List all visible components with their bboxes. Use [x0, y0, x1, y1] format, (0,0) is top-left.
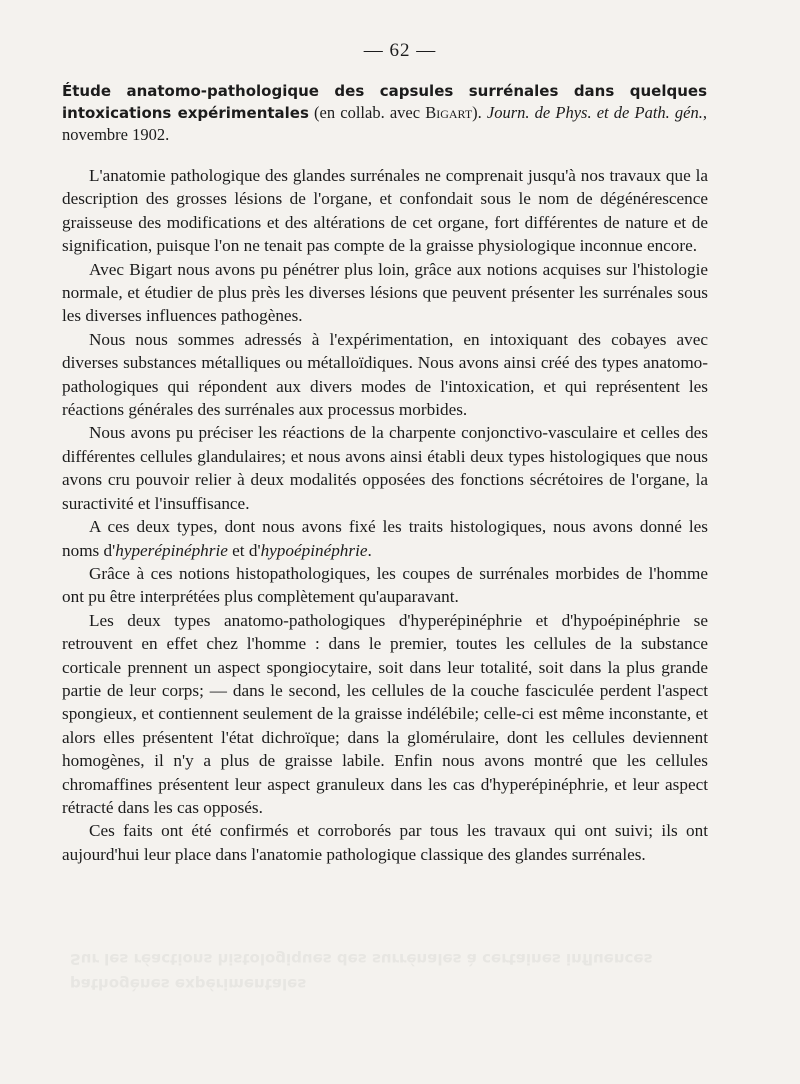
paragraph: Grâce à ces notions histopathologiques, les coupes de surrénales morbides de l'homme ont pu être interprétées plus complètement qu'auparavant.	[62, 563, 708, 607]
term-hyperepinephrie: hyperépinéphrie	[115, 540, 228, 560]
show-through-bleed: Sur les réactions histologiques des surrénales à certaines influences	[70, 950, 653, 968]
types-text-after: .	[367, 540, 372, 560]
publication-date: , novembre 1902.	[62, 103, 707, 144]
term-hypoepinephrie: hypoépinéphrie	[260, 540, 368, 560]
journal-name: Journ. de Phys. et de Path. gén.	[486, 103, 703, 122]
publication-heading	[62, 80, 707, 145]
paragraph-types	[62, 515, 708, 562]
paragraph: Ces faits ont été confirmés et corroborés par tous les travaux qui ont suivi; ils ont aujourd'hui leur place dans l'anatomie pathologique classique des glandes surrénales.	[62, 821, 708, 864]
article-body	[62, 164, 708, 866]
collab-suffix: ).	[472, 103, 482, 122]
paragraph: Nous avons pu préciser les réactions de la charpente conjonctivo-vasculaire et celles des différentes cellules glandulaires; et nous avons ainsi établi deux types histologiques que nous avons cru pouvoir relier à deux modalités opposées des fonctions sécrétoires de l'organe, la suractivité et l'insuffisance.	[62, 423, 708, 513]
paragraph: Les deux types anatomo-pathologiques d'hyperépinéphrie et d'hypoépinéphrie se retrouvent en effet chez l'homme : dans le premier, toutes les cellules de la substance corticale prennent un aspect spongiocytaire, soit dans leur totalité, soit dans la plus grande partie de leur corps; — dans le second, les cellules de la couche fasciculée perdent l'aspect spongieux, et contiennent seulement de la graisse indélébile; celle-ci est même inconstante, et alors elles présentent l'état dichroïque; dans la glomérulaire, dont les cellules deviennent homogènes, il n'y a plus de graisse labile. Enfin nous avons montré que les cellules chromaffines présentent leur aspect granuleux dans les cas d'hyperépinéphrie, et leur aspect rétracté dans les cas opposés.	[62, 610, 708, 817]
show-through-bleed: pathogènes expérimentales	[70, 975, 307, 993]
collab-name: Bigart	[425, 103, 473, 122]
types-text-before: A ces deux types, dont nous avons fixé les traits histologiques, nous avons donné les noms d'	[62, 517, 708, 560]
paragraph: L'anatomie pathologique des glandes surrénales ne comprenait jusqu'à nos travaux que la description des grosses lésions de l'organe, et confondait sous le nom de dégénérescence graisseuse des modifications et des altérations de cet organe, fort différentes de nature et de signification, puisque l'on ne tenait pas compte de la graisse physiologique inconnue encore.	[62, 166, 708, 256]
paragraph: Avec Bigart nous avons pu pénétrer plus loin, grâce aux notions acquises sur l'histologie normale, et étudier de plus près les diverses lésions que peuvent présenter les surrénales sous les diverses influences pathogènes.	[62, 259, 708, 326]
collab-prefix: (en collab. avec	[314, 103, 421, 122]
types-text-between: et d'	[227, 540, 261, 560]
paragraph: Nous nous sommes adressés à l'expérimentation, en intoxiquant des cobayes avec diverses substances métalliques ou métalloïdiques. Nous avons ainsi créé des types anatomo-pathologiques qui répondent aux divers modes de l'intoxication, et qui représentent les réactions générales des surrénales aux processus morbides.	[62, 329, 708, 420]
publication-title: Étude anatomo-pathologique des capsules surrénales dans quelques intoxications expérimentales	[62, 82, 707, 122]
page-number: — 62 —	[363, 40, 437, 61]
